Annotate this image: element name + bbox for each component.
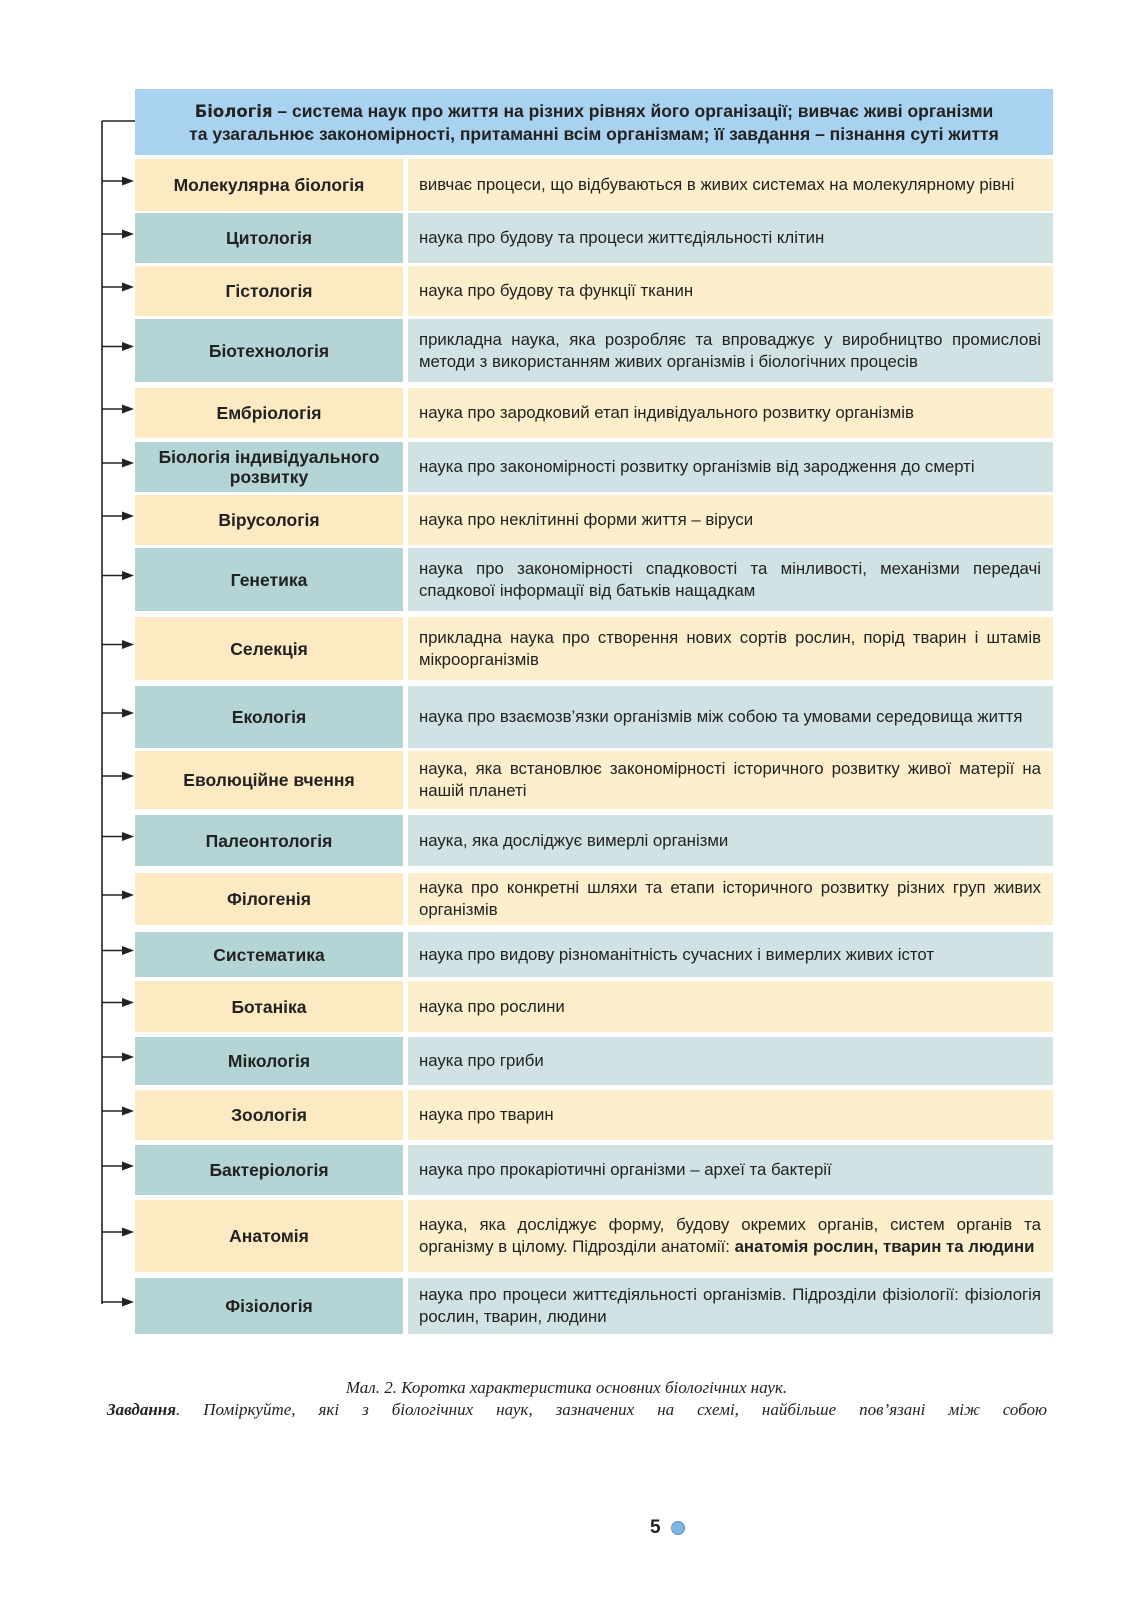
science-name: Вірусологія — [135, 495, 403, 545]
arrowhead-icon — [122, 832, 134, 841]
definition-text: прикладна наука про створення нових сортів рослин, порід тварин і штамів мікроорганізмів — [419, 627, 1041, 669]
science-name: Бактеріологія — [135, 1145, 403, 1195]
science-definition — [408, 213, 1053, 263]
definition-text: наука про тварин — [419, 1105, 554, 1124]
science-definition — [408, 266, 1053, 316]
arrowhead-icon — [122, 283, 134, 292]
definition-text: наука про закономірності спадковості та мінливості, механізми передачі спадкової інформації від батьків нащадкам — [419, 558, 1041, 600]
definition-text: наука про конкретні шляхи та етапи історичного розвитку різних груп живих організмів — [419, 878, 1041, 919]
science-definition — [408, 319, 1053, 382]
task-label: Завдання — [107, 1400, 176, 1419]
definition-text: наука про зародковий етап індивідуального розвитку організмів — [419, 403, 914, 422]
science-name: Еволюційне вчення — [135, 751, 403, 809]
definition-text: вивчає процеси, що відбуваються в живих системах на молекулярному рівні — [419, 175, 1015, 194]
arrowhead-icon — [122, 1162, 134, 1171]
arrowhead-icon — [122, 405, 134, 414]
definition-text: наука про будову та функції тканин — [419, 281, 694, 300]
arrowhead-icon — [122, 998, 134, 1007]
figure-caption: Мал. 2. Коротка характеристика основних біологічних наук. — [345, 1378, 788, 1397]
science-name: Біологія індивідуального розвитку — [135, 442, 403, 492]
science-name: Екологія — [135, 686, 403, 748]
science-definition — [408, 981, 1053, 1032]
arrowhead-icon — [122, 640, 134, 649]
arrowhead-icon — [122, 459, 134, 468]
definition-text: наука, яка досліджує форму, будову окремих органів, систем органів та організму в цілому. Підрозділи анатомії: — [419, 1215, 1041, 1256]
science-name: Філогенія — [135, 873, 403, 925]
definition-text: наука, яка досліджує вимерлі організми — [419, 830, 729, 850]
definition-text: наука, яка встановлює закономірності історичного розвитку живої матерії на нашій планеті — [419, 759, 1041, 800]
definition-text: наука про прокаріотичні організми – археї та бактерії — [419, 1160, 832, 1179]
science-definition — [408, 617, 1053, 680]
science-name: Зоологія — [135, 1090, 403, 1140]
definition-text: наука про рослини — [419, 996, 565, 1016]
arrowhead-icon — [122, 1298, 134, 1307]
definition-text: наука про неклітинні форми життя – віруси — [419, 510, 754, 529]
definition-text: наука про гриби — [419, 1051, 544, 1070]
science-name: Анатомія — [135, 1200, 403, 1272]
science-definition — [408, 873, 1053, 925]
science-name: Цитологія — [135, 213, 403, 263]
science-name: Ембріологія — [135, 388, 403, 438]
science-definition — [408, 1090, 1053, 1140]
definition-bold-text: анатомія рослин, тварин та людини — [734, 1237, 1035, 1256]
definition-text: прикладна наука, яка розробляє та впроваджує у виробництво промислові методи з використанням живих організмів і біологічних процесів — [419, 329, 1041, 371]
science-name: Систематика — [135, 932, 403, 977]
science-name: Генетика — [135, 548, 403, 611]
definition-text: наука про видову різноманітність сучасних і вимерлих живих істот — [419, 944, 934, 964]
task-caption — [107, 1400, 1047, 1420]
arrowhead-icon — [122, 342, 134, 351]
arrowhead-icon — [122, 1107, 134, 1116]
page-number: 5 — [650, 1517, 661, 1538]
arrowhead-icon — [122, 571, 134, 580]
science-name: Молекулярна біологія — [135, 159, 403, 211]
science-definition — [408, 548, 1053, 611]
science-name: Гістологія — [135, 266, 403, 316]
arrowhead-icon — [122, 709, 134, 718]
science-name: Біотехнологія — [135, 319, 403, 382]
header-line2: та узагальнює закономірності, притаманні всім організмам; її завдання – пізнання суті життя — [189, 123, 999, 144]
definition-text: наука про процеси життєдіяльності організмів. Підрозділи фізіології: фізіологія рослин, тварин, людини — [419, 1285, 1041, 1326]
task-text: . Поміркуйте, які з біологічних наук, зазначених на схемі, найбільше пов’язані між собою — [176, 1400, 1047, 1419]
science-name: Селекція — [135, 617, 403, 680]
science-name: Ботаніка — [135, 981, 403, 1032]
arrowhead-icon — [122, 230, 134, 239]
science-definition — [408, 686, 1053, 748]
science-definition — [408, 1278, 1053, 1334]
definition-text: наука про будову та процеси життєдіяльності клітин — [419, 228, 825, 247]
science-definition — [408, 1145, 1053, 1195]
science-definition — [408, 932, 1053, 977]
science-definition — [408, 159, 1053, 211]
science-name: Палеонтологія — [135, 815, 403, 866]
science-definition — [408, 495, 1053, 545]
definition-text: наука про закономірності розвитку організмів від зародження до смерті — [419, 457, 975, 476]
arrowhead-icon — [122, 946, 134, 955]
arrowhead-icon — [122, 1053, 134, 1062]
science-definition — [408, 815, 1053, 866]
definition-text: наука про взаємозв’язки організмів між собою та умовами середовища життя — [419, 707, 1023, 726]
arrowhead-icon — [122, 512, 134, 521]
arrowhead-icon — [122, 1228, 134, 1237]
science-definition — [408, 1200, 1053, 1272]
arrowhead-icon — [122, 177, 134, 186]
arrowhead-icon — [122, 891, 134, 900]
science-definition — [408, 442, 1053, 492]
science-definition — [408, 388, 1053, 438]
page-dot-icon — [671, 1521, 685, 1535]
science-definition — [408, 751, 1053, 809]
science-name: Фізіологія — [135, 1278, 403, 1334]
biology-definition-header — [135, 89, 1053, 155]
science-name: Мікологія — [135, 1037, 403, 1085]
header-line1: – система наук про життя на різних рівнях його організації; вивчає живі організми — [272, 100, 994, 121]
science-definition — [408, 1037, 1053, 1085]
arrowhead-icon — [122, 772, 134, 781]
header-term: Біологія — [194, 101, 273, 121]
